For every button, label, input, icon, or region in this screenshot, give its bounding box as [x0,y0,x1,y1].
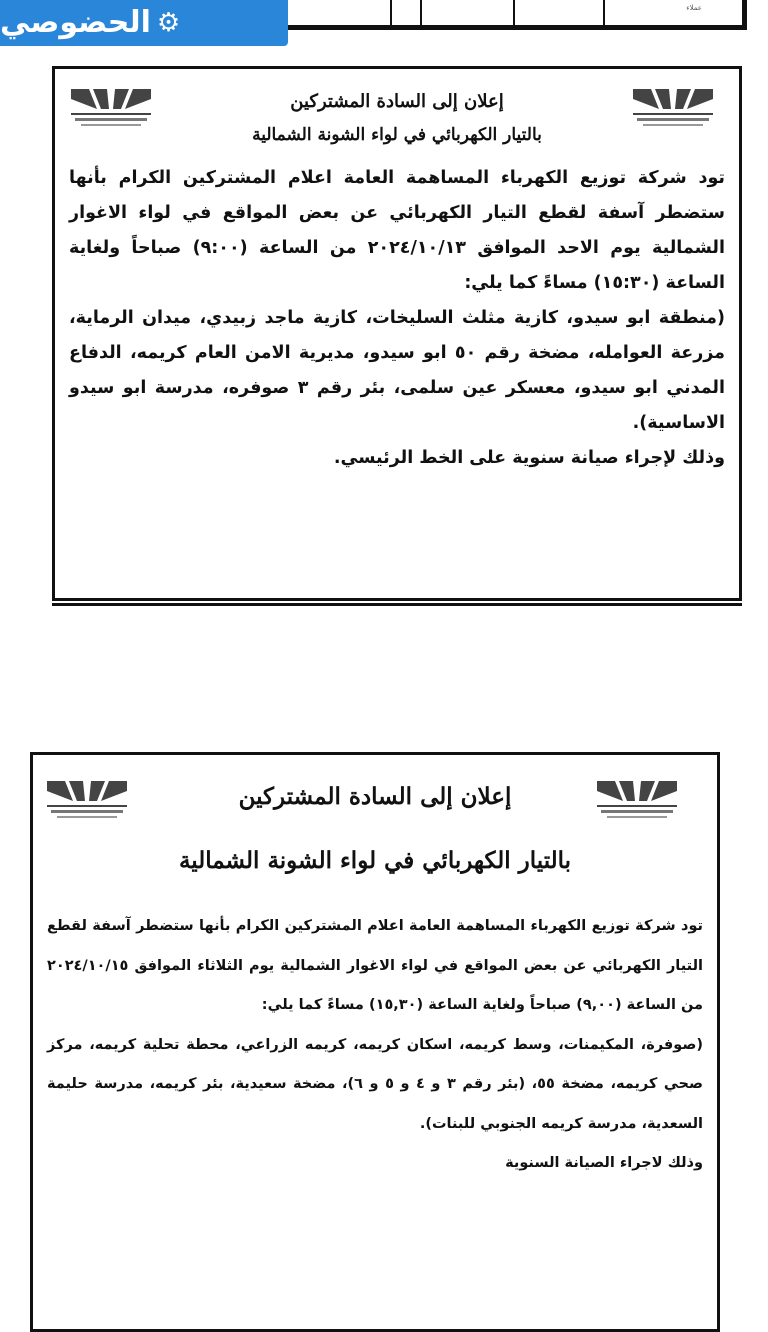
watermark-text: الحضوصي [0,5,151,40]
table-cell: عملاء [686,4,702,12]
site-watermark [0,0,288,46]
body-paragraph: (صوفرة، المكيمنات، وسط كريمه، اسكان كريمه، كريمه الزراعي، محطة تحلية كريمه، مركز صحي كريمه، مضخة ٥٥، (بئر رقم ٣ و ٤ و ٥ و ٦)، مضخة سعيدية، بئر كريمه، مدرسة حليمة السعدية، مدرسة كريمه الجنوبي للبنات). [47,1036,704,1132]
table-divider [390,0,392,25]
body-paragraph: تود شركة توزيع الكهرباء المساهمة العامة اعلام المشتركين الكرام بأنها ستضطر آسفة لقطع التيار الكهربائي عن بعض المواقع في لواء الاغوار الشمالية يوم الثلاثاء الموافق ٢٠٢٤/١٠/١٥ من الساعة (٩,٠٠) صباحاً ولغاية الساعة (١٥,٣٠) مساءً كما يلي: [47,918,703,1013]
announcement-body [47,907,703,1184]
table-divider [603,0,605,25]
announcement-title: إعلان إلى السادة المشتركين [238,783,512,810]
table-divider [513,0,515,25]
body-paragraph: وذلك لإجراء صيانة سنوية على الخط الرئيسي. [333,448,725,468]
gear-icon: ⚙ [156,8,181,38]
announcement-1 [52,66,742,601]
announcement-body [69,161,725,476]
announcement-subtitle: بالتيار الكهربائي في لواء الشونة الشمالية [252,125,542,145]
announcement-title: إعلان إلى السادة المشتركين [290,91,504,112]
body-paragraph: تود شركة توزيع الكهرباء المساهمة العامة اعلام المشتركين الكرام بأنها ستضطر آسفة لقطع التيار الكهربائي عن بعض المواقع في لواء الاغوار الشمالية يوم الاحد الموافق ٢٠٢٤/١٠/١٣ من الساعة (٩:٠٠) صباحاً ولغاية الساعة (١٥:٣٠) مساءً كما يلي: [69,168,725,293]
table-divider [420,0,422,25]
body-paragraph: (منطقة ابو سيدو، كازية مثلث السليخات، كازية ماجد زبيدي، ميدان الرماية، مزرعة العوامله، مضخة رقم ٥٠ ابو سيدو، مديرية الامن العام كريمه، الدفاع المدني ابو سيدو، معسكر عين سلمى، بئر رقم ٣ صوفره، مدرسة ابو سيدو الاساسية). [69,308,726,433]
announcement-subtitle: بالتيار الكهربائي في لواء الشونة الشمالية [178,847,572,874]
body-paragraph: وذلك لاجراء الصيانة السنوية [505,1155,703,1171]
page-divider [52,603,742,606]
announcement-2 [30,752,720,1332]
